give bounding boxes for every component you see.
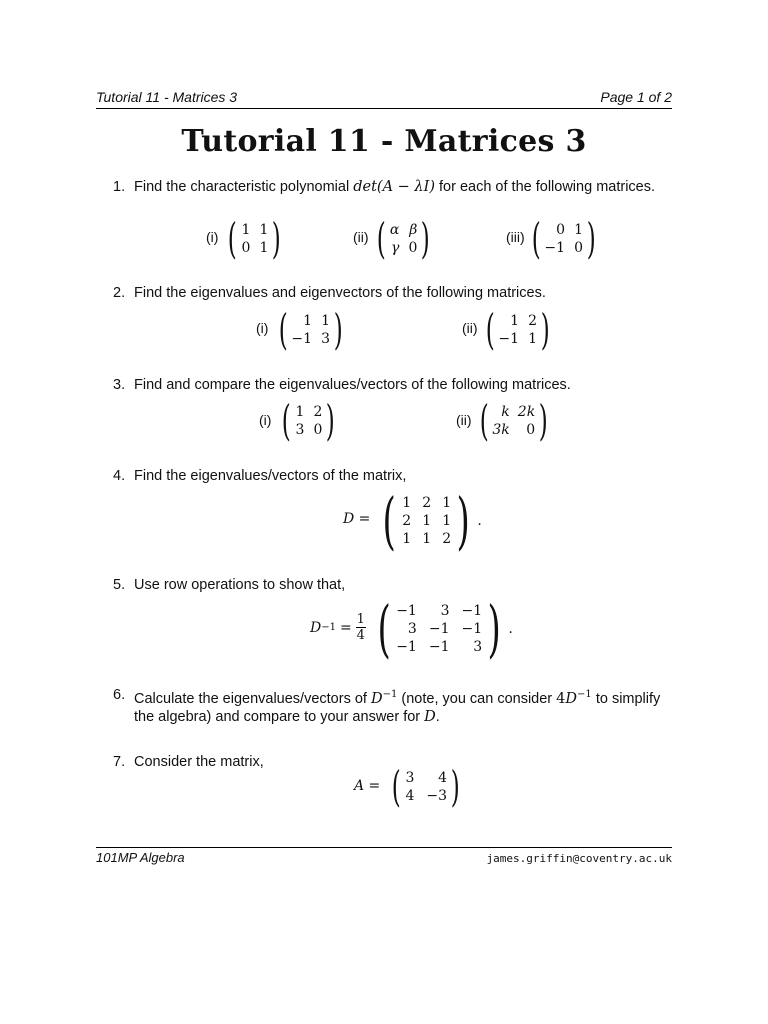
matrix-q3-i: ( 1 2 3 0 ): [281, 396, 336, 445]
question-text: Find the characteristic polynomial det(A − λI) for each of the following matrices.: [134, 179, 656, 195]
question-text: Find and compare the eigenvalues/vectors of the following matrices.: [134, 377, 571, 393]
matrix-d: ( 1 2 1 2 1 1 1 1 2 ) .: [382, 484, 482, 557]
matrix-q2-i: ( 1 1 −1 3 ): [278, 305, 343, 354]
question-number: 2.: [113, 285, 126, 301]
matrix-q2-ii: ( 1 2 −1 1 ): [485, 305, 550, 354]
part-label: (ii): [353, 229, 369, 245]
matrix-d-inverse: ( −1 3 −1 3 −1 −1 −1 −1 3 ) .: [377, 592, 513, 665]
part-label: (i): [259, 412, 272, 428]
matrix-a: ( 3 4 4 −3 ): [391, 762, 460, 811]
matrix-q1-ii: ( α β γ 0 ): [376, 214, 431, 263]
question-number: 6.: [113, 687, 126, 703]
question-text: Find the eigenvalues and eigenvectors of the following matrices.: [134, 285, 546, 301]
matrix-q1-i: ( 1 1 0 1 ): [227, 214, 282, 263]
question-text: Use row operations to show that,: [134, 577, 346, 593]
question-text: Find the eigenvalues/vectors of the matrix,: [134, 468, 407, 484]
matrix-q3-ii: ( k 2k 3k 0 ): [479, 396, 548, 445]
question-number: 3.: [113, 377, 126, 393]
footer-left: 101MP Algebra: [96, 850, 185, 865]
question-number: 7.: [113, 754, 126, 770]
header-page-number: Page 1 of 2: [600, 89, 672, 105]
inverse-lhs: D −1 = $\frac{1}{4}$: [310, 612, 365, 643]
char-poly-expression: det(A − λI): [353, 179, 435, 195]
header-left: Tutorial 11 - Matrices 3: [96, 89, 238, 105]
header-rule: [96, 108, 672, 109]
question-text: Calculate the eigenvalues/vectors of $D^{-1}$ (note, you can consider $4D^{-1}$ to simplify the algebra) and compare to your answer for D.: [134, 689, 661, 725]
question-number: 5.: [113, 577, 126, 593]
question-number: 1.: [113, 179, 126, 195]
page-title: Tutorial 11 - Matrices 3: [181, 124, 587, 159]
part-label: (i): [256, 320, 269, 336]
matrix-a-lhs: A =: [354, 778, 381, 794]
question-6: [0, 686, 768, 726]
footer-rule: [96, 847, 672, 848]
matrix-q1-iii: ( 0 1 −1 0 ): [531, 214, 596, 263]
part-label: (ii): [462, 320, 478, 336]
question-text: Consider the matrix,: [134, 754, 264, 770]
part-label: (ii): [456, 412, 472, 428]
matrix-d-lhs: D =: [343, 511, 371, 527]
part-label: (i): [206, 229, 219, 245]
fraction-one-quarter: $\frac{1}{4}$: [356, 612, 365, 643]
footer-email: james.griffin@coventry.ac.uk: [486, 852, 672, 865]
question-number: 4.: [113, 468, 126, 484]
part-label: (iii): [506, 229, 525, 245]
